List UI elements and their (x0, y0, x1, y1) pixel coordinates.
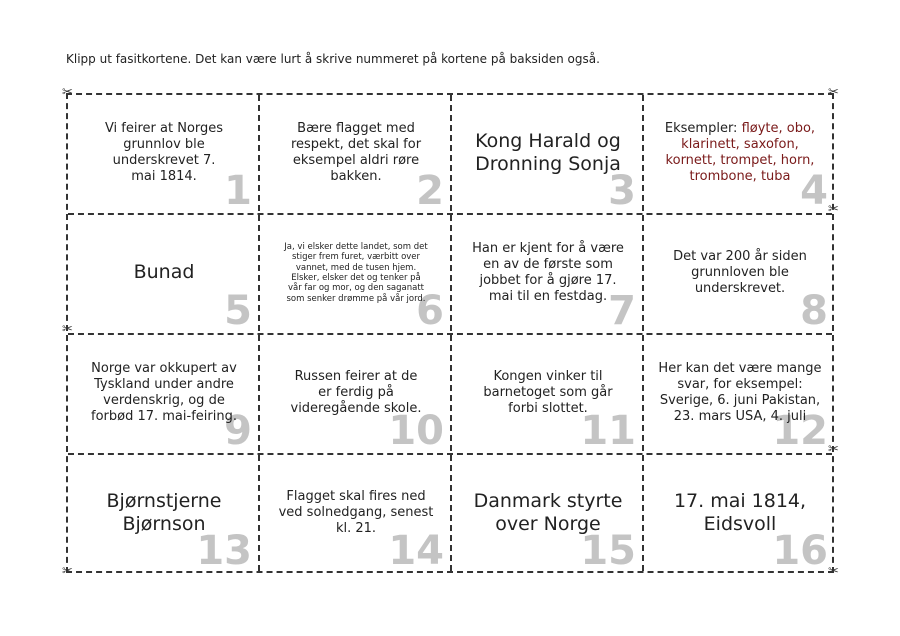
scissors-icon: ✂ (62, 322, 73, 337)
card-10 (260, 335, 452, 455)
card-text: Han er kjent for å være en av de første som jobbet for å gjøre 17. mai til en festdag. (472, 241, 624, 304)
card-text: Danmark styrte over Norge (473, 489, 623, 535)
card-number: 8 (800, 288, 828, 334)
card-number: 6 (416, 288, 444, 334)
card-text: Norge var okkupert av Tyskland under andre verdenskrig, og de forbød 17. mai-feiring. (91, 361, 237, 424)
card-4 (644, 95, 836, 215)
instruction-text: Klipp ut fasitkortene. Det kan være lurt å skrive nummeret på kortene på baksiden også. (66, 52, 600, 66)
card-9 (68, 335, 260, 455)
card-16 (644, 455, 836, 575)
card-number: 10 (388, 408, 444, 454)
card-text: Her kan det være mange svar, for eksempel: Sverige, 6. juni Pakistan, 23. mars USA, 4. juli (658, 361, 822, 424)
card-sheet (66, 93, 834, 573)
card-14 (260, 455, 452, 575)
card-text: Ja, vi elsker dette landet, som det stiger frem furet, værbitt over vannet, med de tusen hjem. Elsker, elsker det og tenker på vår far og mor, og den saganatt som senker drømme på vår jord. (284, 241, 428, 304)
card-number: 1 (224, 168, 252, 214)
card-13 (68, 455, 260, 575)
card-text: Det var 200 år siden grunnloven ble underskrevet. (673, 249, 807, 296)
card-5 (68, 215, 260, 335)
card-number: 11 (580, 408, 636, 454)
card-text (658, 121, 823, 184)
card-text: Bjørnstjerne Bjørnson (106, 489, 222, 535)
scissors-icon: ✂ (828, 202, 839, 217)
card-text: Vi feirer at Norges grunnlov ble underskrevet 7. mai 1814. (104, 121, 224, 184)
card-7 (452, 215, 644, 335)
card-2 (260, 95, 452, 215)
card-8 (644, 215, 836, 335)
card-text: Kong Harald og Dronning Sonja (475, 129, 621, 175)
card-number: 15 (580, 528, 636, 574)
card-number: 14 (388, 528, 444, 574)
scissors-icon: ✂ (828, 564, 839, 579)
card-text: Kongen vinker til barnetoget som går forbi slottet. (483, 369, 613, 416)
card-15 (452, 455, 644, 575)
card-text: Bunad (133, 261, 195, 284)
card-11 (452, 335, 644, 455)
instrument-list: fløyte, obo, klarinett, saxofon, kornett, trompet, horn, trombone, tuba (665, 121, 816, 184)
card-number: 13 (196, 528, 252, 574)
card-12 (644, 335, 836, 455)
scissors-icon: ✂ (828, 442, 839, 457)
card-number: 2 (416, 168, 444, 214)
card-text: 17. mai 1814, Eidsvoll (673, 489, 807, 535)
card-prefix: Eksempler: (664, 121, 742, 137)
scissors-icon: ✂ (62, 564, 73, 579)
card-number: 4 (800, 168, 828, 214)
card-3 (452, 95, 644, 215)
card-number: 9 (224, 408, 252, 454)
card-text: Bære flagget med respekt, det skal for eksempel aldri røre bakken. (290, 121, 422, 184)
card-text: Flagget skal fires ned ved solnedgang, senest kl. 21. (278, 489, 434, 536)
card-1 (68, 95, 260, 215)
scissors-icon: ✂ (62, 85, 73, 100)
card-6 (260, 215, 452, 335)
card-number: 7 (608, 288, 636, 334)
card-number: 3 (608, 168, 636, 214)
card-text: Russen feirer at de er ferdig på videregående skole. (290, 369, 422, 416)
card-number: 12 (772, 408, 828, 454)
scissors-icon: ✂ (828, 85, 839, 100)
card-number: 16 (772, 528, 828, 574)
card-number: 5 (224, 288, 252, 334)
